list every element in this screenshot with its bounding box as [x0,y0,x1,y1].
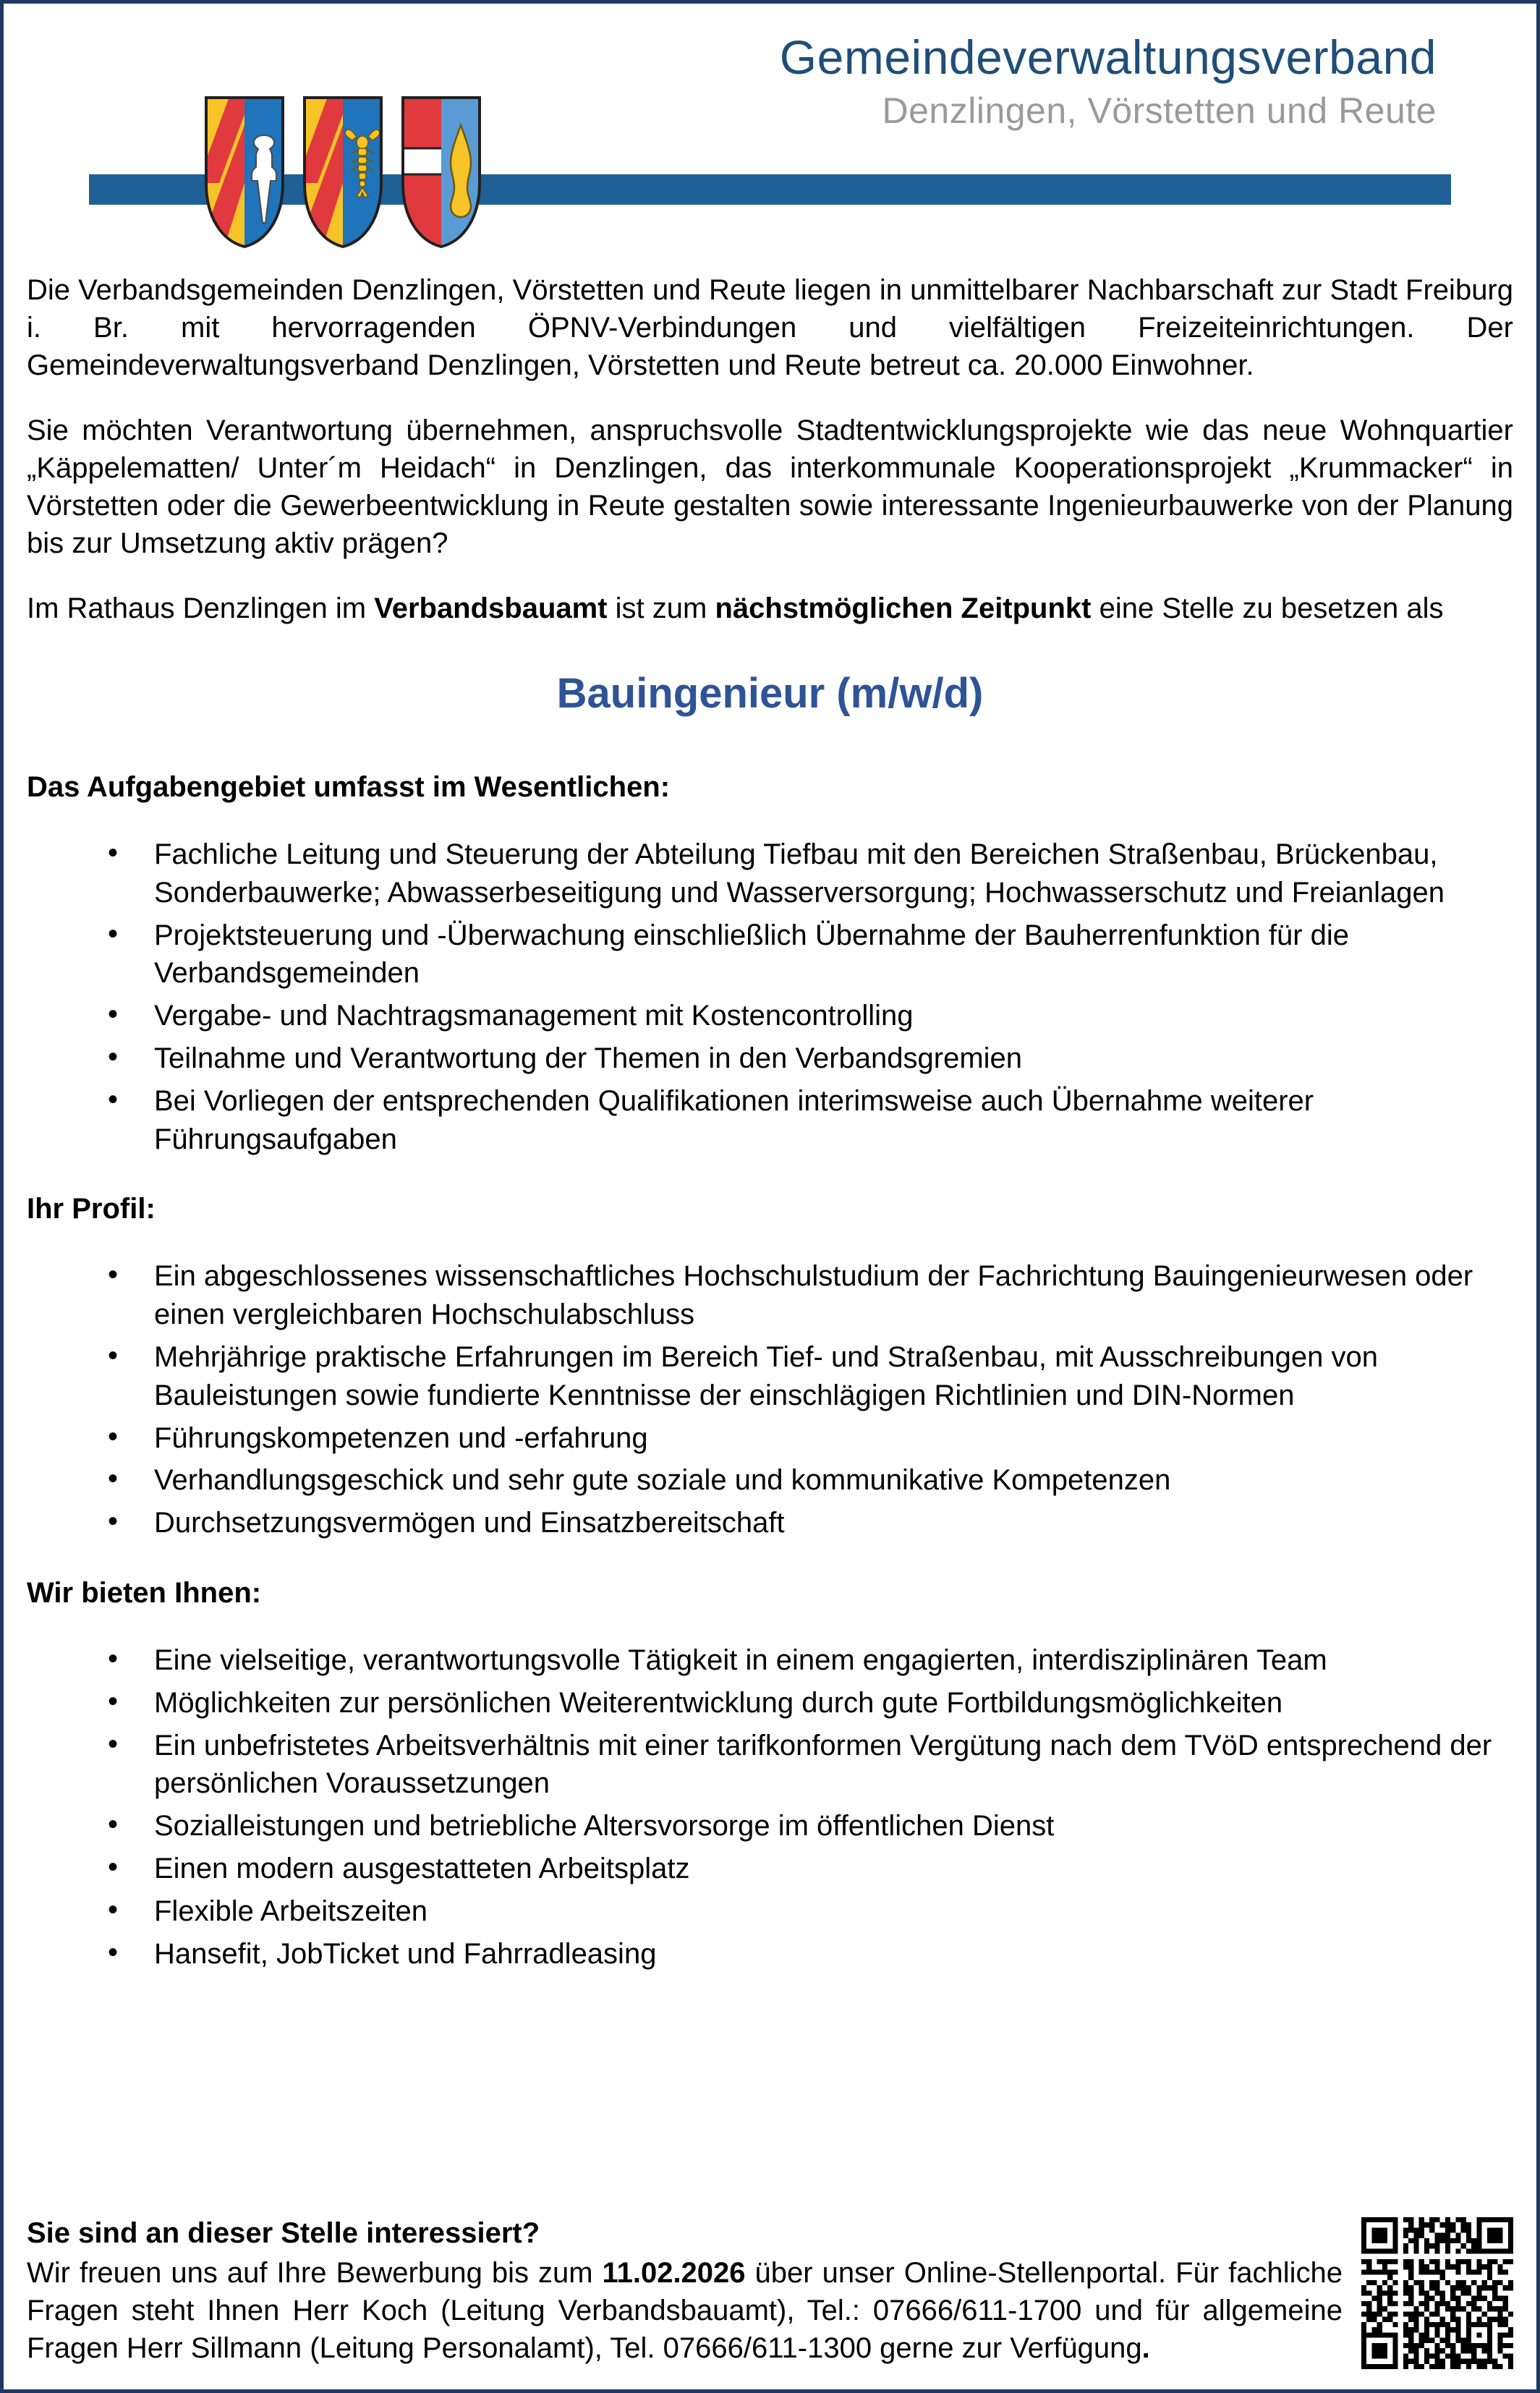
qr-code[interactable] [1361,2217,1513,2369]
footer-heading: Sie sind an dieser Stelle interessiert? [27,2217,540,2249]
list-item: • Flexible Arbeitszeiten [102,1892,1513,1931]
contact-footer [27,2217,1513,2369]
wordmark-subtitle: Denzlingen, Vörstetten und Reute [882,90,1437,132]
list-item: • Bei Vorliegen der entsprechenden Qualifikationen interimsweise auch Übernahme weiterer Führungsaufgaben [102,1082,1513,1159]
list-item: • Einen modern ausgestatteten Arbeitsplatz [102,1850,1513,1888]
list-item: • Sozialleistungen und betriebliche Altersvorsorge im öffentlichen Dienst [102,1807,1513,1845]
crest-denzlingen-icon [205,96,284,248]
section-heading-profil: Ihr Profil: [27,1193,156,1225]
list-item: • Mehrjährige praktische Erfahrungen im Bereich Tief- und Straßenbau, mit Ausschreibungen von Bauleistungen sowie fundierte Kenntnisse der einschlägigen Richtlinien und DIN-Normen [102,1338,1513,1415]
page-header [24,4,1516,271]
qr-code-icon [1361,2217,1513,2369]
intro-p3-bold-verbandsbauamt: Verbandsbauamt [374,592,608,624]
intro-p3-part-c: ist zum [607,592,715,624]
list-item: • Teilnahme und Verantwortung der Themen in den Verbandsgremien [102,1040,1513,1078]
list-item: • Vergabe- und Nachtragsmanagement mit Kostencontrolling [102,997,1513,1035]
intro-paragraph-3 [27,590,1513,627]
footer-text-block [27,2217,1343,2367]
list-item: • Verhandlungsgeschick und sehr gute soziale und kommunikative Kompetenzen [102,1461,1513,1500]
intro-paragraph-1: Die Verbandsgemeinden Denzlingen, Vörstetten und Reute liegen in unmittelbarer Nachbarschaft zur Stadt Freiburg i. Br. mit hervorragenden ÖPNV-Verbindungen und vielfältigen Freizeiteinrichtungen. Der Gemeindeverwaltungsverband Denzlingen, Vörstetten und Reute betreut ca. 20.000 Einwohner. [27,274,1513,381]
intro-paragraph-2: Sie möchten Verantwortung übernehmen, anspruchsvolle Stadtentwicklungsprojekte wie das neue Wohnquartier „Käppelematten/ Unter´m Heidach“ in Denzlingen, das interkommunale Kooperationsprojekt „Krummacker“ in Vörstetten oder die Gewerbeentwicklung in Reute gestalten sowie interessante Ingenieurbauwerke von der Planung bis zur Umsetzung aktiv prägen? [27,415,1513,559]
aufgaben-list [27,836,1513,1158]
crest-reute-icon [401,96,481,248]
list-item: • Ein abgeschlossenes wissenschaftliches Hochschulstudium der Fachrichtung Bauingenieurwesen oder einen vergleichbaren Hochschulabschluss [102,1257,1513,1334]
list-item: • Eine vielseitige, verantwortungsvolle Tätigkeit in einem engagierten, interdisziplinären Team [102,1641,1513,1680]
section-heading-wir-bieten: Wir bieten Ihnen: [27,1576,262,1609]
list-item: • Durchsetzungsvermögen und Einsatzbereitschaft [102,1504,1513,1542]
footer-text-b: über unser Online-Stellenportal. Für fachliche Fragen steht Ihnen Herr Koch (Leitung Verbandsbauamt), Tel.: 07666/611-1700 und für allgemeine Fragen Herr Sillmann (Leitung Personalamt), Tel. 07666/611-1300 gerne zur Verfügung [27,2257,1343,2364]
intro-p3-bold-zeitpunkt: nächstmöglichen Zeitpunkt [715,592,1092,624]
organisation-wordmark [779,30,1437,132]
coat-of-arms-row [205,96,481,248]
footer-contact-paragraph [27,2254,1343,2367]
list-item: • Ein unbefristetes Arbeitsverhältnis mit einer tarifkonformen Vergütung nach dem TVöD entsprechend der persönlichen Voraussetzungen [102,1727,1513,1803]
intro-p3-part-a: Im Rathaus Denzlingen im [27,592,375,624]
footer-text-c: . [1141,2332,1150,2364]
footer-text-a: Wir freuen uns auf Ihre Bewerbung bis zum [27,2257,603,2289]
list-item: • Fachliche Leitung und Steuerung der Abteilung Tiefbau mit den Bereichen Straßenbau, Brückenbau, Sonderbauwerke; Abwasserbeseitigung und Wasserversorgung; Hochwasserschutz und Freianlagen [102,836,1513,912]
profil-list [27,1257,1513,1542]
section-heading-aufgaben: Das Aufgabengebiet umfasst im Wesentlichen: [27,771,671,803]
list-item: • Projektsteuerung und -Überwachung einschließlich Übernahme der Bauherrenfunktion für die Verbandsgemeinden [102,917,1513,993]
application-deadline: 11.02.2026 [602,2257,746,2289]
list-item: • Möglichkeiten zur persönlichen Weiterentwicklung durch gute Fortbildungsmöglichkeiten [102,1684,1513,1722]
list-item: • Führungskompetenzen und -erfahrung [102,1419,1513,1458]
crest-voerstetten-icon [303,96,383,248]
wordmark-main: Gemeindeverwaltungsverband [779,30,1437,84]
intro-p3-part-e: eine Stelle zu besetzen als [1091,592,1444,624]
job-title: Bauingenieur (m/w/d) [556,670,984,717]
list-item: • Hansefit, JobTicket und Fahrradleasing [102,1935,1513,1973]
wir-bieten-list [27,1641,1513,1973]
document-body [24,271,1516,1973]
